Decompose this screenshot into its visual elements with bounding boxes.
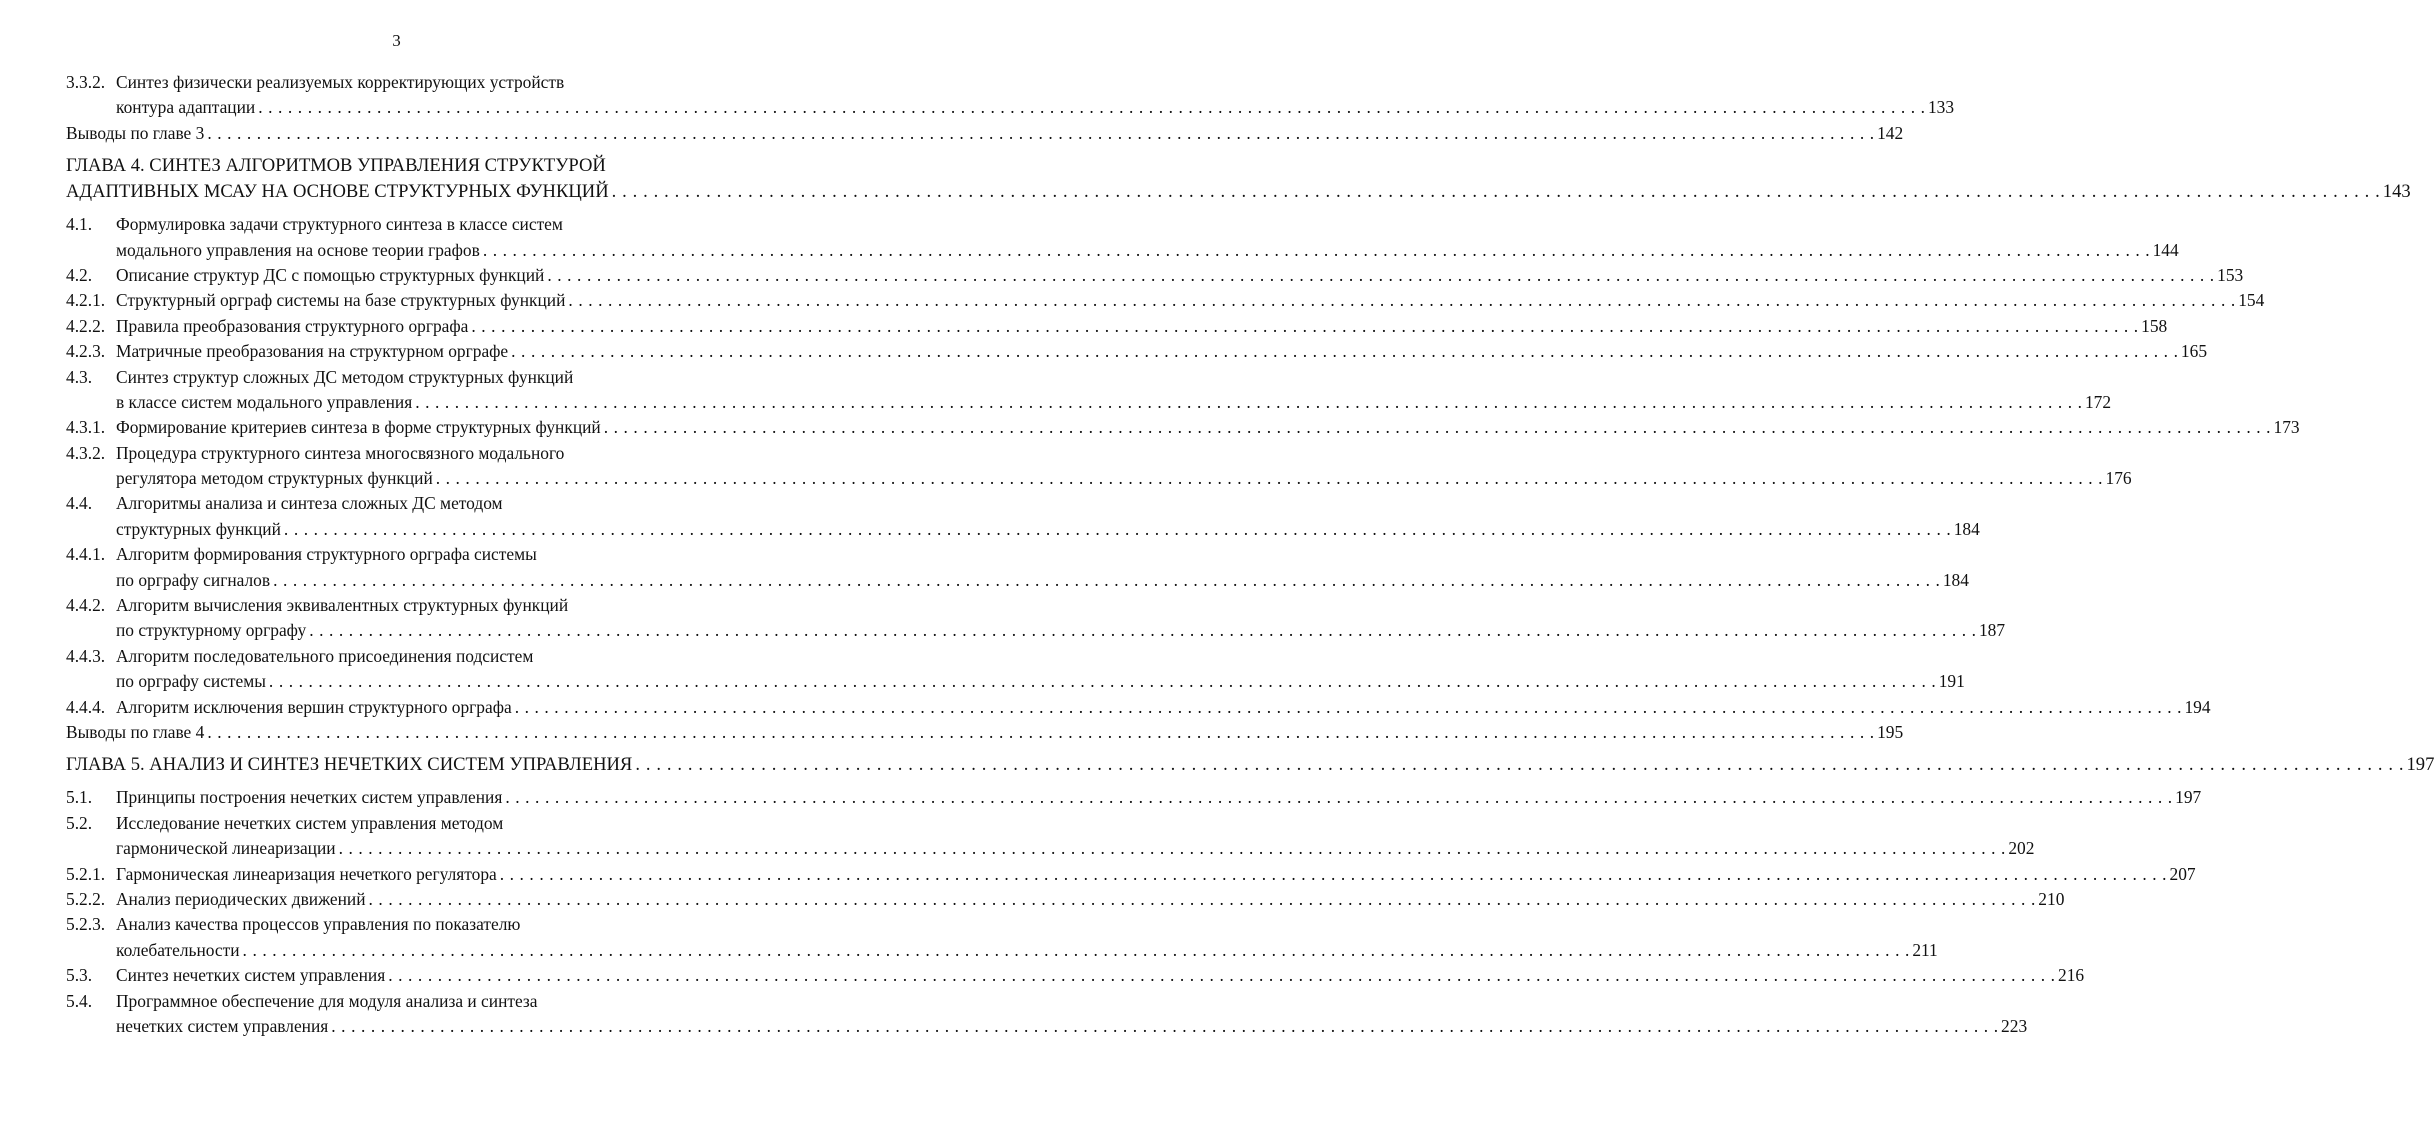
toc-entry: [66, 288, 2265, 313]
toc-page-number: 207: [2169, 863, 2196, 884]
toc-entry: [66, 491, 1980, 542]
toc-entry-line: [66, 938, 1938, 963]
toc-entry-line: [66, 365, 710, 390]
page-number: 3: [392, 31, 401, 50]
toc-entry-line: [66, 644, 710, 669]
toc-entry: [66, 989, 2028, 1040]
toc-entry: [66, 720, 1904, 745]
toc-entry-number: 4.4.4.: [66, 696, 106, 717]
toc-entry-title: Правила преобразования структурного орграфа: [116, 315, 469, 336]
toc-entry: [66, 121, 1904, 146]
toc-entry-title: модального управления на основе теории графов: [116, 239, 480, 260]
dot-leader: [515, 695, 2182, 720]
toc-entry-line: [66, 836, 2035, 861]
toc-page-number: 194: [2184, 696, 2211, 717]
toc-entry-line: [66, 179, 2411, 205]
dot-leader: [483, 238, 2150, 263]
toc-entry-line: [66, 95, 1955, 120]
toc-entry: [66, 212, 2179, 263]
toc-entry-number: 5.1.: [66, 787, 93, 808]
toc-chapter-heading: [66, 153, 2411, 205]
toc-entry-title: Выводы по главе 3: [66, 122, 205, 143]
toc-entry-line: [66, 695, 2211, 720]
toc-entry-line: [66, 912, 710, 937]
dot-leader: [269, 669, 1936, 694]
dot-leader: [415, 390, 2082, 415]
toc-entry-title: Структурный орграф системы на базе структурных функций: [116, 290, 566, 311]
dot-leader: [568, 288, 2235, 313]
toc-page-number: 202: [2008, 838, 2035, 859]
toc-entry: [66, 912, 1938, 963]
toc-page-number: 176: [2105, 468, 2132, 489]
toc-entry-line: [66, 752, 2434, 778]
toc-page-number: 211: [1912, 939, 1938, 960]
toc-entry-title: Синтез нечетких систем управления: [116, 965, 386, 986]
toc-page-number: 195: [1877, 721, 1904, 742]
dot-leader: [604, 415, 2271, 440]
toc-entry-number: 4.3.1.: [66, 417, 106, 438]
toc-entry: [66, 963, 2085, 988]
toc-entry-title: Исследование нечетких систем управления методом: [116, 812, 504, 833]
toc-entry-title: контура адаптации: [116, 97, 256, 118]
toc-page-number: 144: [2152, 239, 2179, 260]
toc-entry-line: [66, 153, 710, 179]
toc-entry: [66, 542, 1969, 593]
toc-entry-title: Анализ качества процессов управления по показателю: [116, 914, 521, 935]
dot-leader: [511, 339, 2178, 364]
dot-leader: [243, 938, 1910, 963]
toc-entry: [66, 314, 2168, 339]
toc-entry-number: 5.2.3.: [66, 914, 106, 935]
dot-leader: [331, 1014, 1998, 1039]
toc-entry-line: [66, 989, 710, 1014]
toc-entry-line: [66, 785, 2202, 810]
toc-page-number: 187: [1978, 620, 2006, 641]
toc-entry-line: [66, 618, 2006, 643]
dot-leader: [500, 862, 2167, 887]
toc-entry-title: структурных функций: [116, 518, 281, 539]
toc-entry-line: [66, 70, 710, 95]
toc-entry-number: 4.4.3.: [66, 645, 106, 666]
toc-entry-title: в классе систем модального управления: [116, 391, 413, 412]
toc-entry-title: Алгоритм формирования структурного орграфа системы: [116, 544, 537, 565]
toc-entry: [66, 644, 1965, 695]
toc-entry: [66, 415, 2300, 440]
dot-leader: [339, 836, 2006, 861]
toc-entry-title: колебательности: [116, 939, 240, 960]
toc-entry-line: [66, 314, 2168, 339]
toc-page-number: 197: [2175, 787, 2202, 808]
dot-leader: [547, 263, 2214, 288]
toc-entry-number: 4.2.3.: [66, 341, 106, 362]
toc-entry-line: [66, 263, 2244, 288]
toc-entry-number: 5.3.: [66, 965, 93, 986]
toc-entry: [66, 365, 2112, 416]
toc-entry-number: 4.4.2.: [66, 595, 106, 616]
toc-entry-line: [66, 491, 710, 516]
toc-entry-line: [66, 593, 710, 618]
dot-leader: [612, 179, 2380, 205]
toc-page-number: 210: [2038, 888, 2065, 909]
dot-leader: [273, 568, 1940, 593]
toc-entry-line: [66, 669, 1965, 694]
toc-entry-title: нечетких систем управления: [116, 1015, 329, 1036]
toc-entry-number: 4.4.: [66, 493, 93, 514]
toc-entry-title: Выводы по главе 4: [66, 721, 205, 742]
dot-leader: [309, 618, 1976, 643]
toc-entry-title: Формулировка задачи структурного синтеза в классе систем: [116, 214, 563, 235]
dot-leader: [635, 752, 2403, 778]
toc-entry-line: [66, 811, 710, 836]
toc-entry: [66, 785, 2202, 810]
toc-page-number: 184: [1942, 569, 1969, 590]
toc-entry-title: Анализ периодических движений: [116, 888, 366, 909]
toc-entry-number: 4.3.2.: [66, 442, 106, 463]
toc-page-number: 158: [2141, 315, 2168, 336]
toc-entry-number: 4.4.1.: [66, 544, 106, 565]
toc-entry-line: [66, 212, 710, 237]
toc-entry-line: [66, 542, 710, 567]
toc-entry-line: [66, 441, 710, 466]
toc-entry: [66, 70, 1955, 121]
toc-entry-title: Алгоритм вычисления эквивалентных структурных функций: [116, 595, 569, 616]
toc-entry-title: АДАПТИВНЫХ МСАУ НА ОСНОВЕ СТРУКТУРНЫХ ФУНКЦИЙ: [66, 181, 609, 203]
toc-entry-number: 4.2.1.: [66, 290, 106, 311]
toc-entry: [66, 441, 2132, 492]
dot-leader: [284, 517, 1951, 542]
toc-entry-line: [66, 862, 2196, 887]
toc-entry: [66, 695, 2211, 720]
toc-page-number: 165: [2180, 341, 2208, 362]
toc-entry-number: 4.2.: [66, 264, 93, 285]
toc-entry-line: [66, 339, 2208, 364]
toc-entry-title: по орграфу сигналов: [116, 569, 271, 590]
dot-leader: [207, 121, 1874, 146]
toc-entry-title: ГЛАВА 5. АНАЛИЗ И СИНТЕЗ НЕЧЕТКИХ СИСТЕМ УПРАВЛЕНИЯ: [66, 754, 633, 776]
toc-entry-number: 3.3.2.: [66, 72, 106, 92]
toc-entry-line: [66, 288, 2265, 313]
toc-entry-title: Синтез физически реализуемых корректирующих устройств: [116, 72, 565, 92]
toc-entry-number: 4.2.2.: [66, 315, 106, 336]
toc-entry: [66, 862, 2196, 887]
toc-entry-title: по орграфу системы: [116, 671, 266, 692]
toc-entry-title: гармонической линеаризации: [116, 838, 336, 859]
toc-entry-title: Синтез структур сложных ДС методом структурных функций: [116, 366, 574, 387]
toc-entry-title: Описание структур ДС с помощью структурных функций: [116, 264, 545, 285]
toc-entry-line: [66, 568, 1969, 593]
dot-leader: [388, 963, 2055, 988]
toc-entry-title: ГЛАВА 4. СИНТЕЗ АЛГОРИТМОВ УПРАВЛЕНИЯ СТРУКТУРОЙ: [66, 155, 606, 177]
toc-entry-title: Алгоритм последовательного присоединения подсистем: [116, 645, 534, 666]
toc-page-number: 191: [1938, 671, 1965, 692]
toc-entry-number: 5.2.2.: [66, 888, 106, 909]
toc-page-number: 133: [1927, 97, 1955, 118]
toc-entry-title: Гармоническая линеаризация нечеткого регулятора: [116, 863, 497, 884]
dot-leader: [505, 785, 2172, 810]
toc-page-number: 173: [2273, 417, 2300, 438]
dot-leader: [436, 466, 2103, 491]
toc-page-number: 223: [2001, 1015, 2028, 1036]
toc-entry: [66, 263, 2244, 288]
toc-entry-number: 5.2.1.: [66, 863, 106, 884]
dot-leader: [258, 95, 1925, 120]
toc-page-number: 154: [2238, 290, 2265, 311]
toc-page-number: 172: [2084, 391, 2112, 412]
toc-entry-line: [66, 887, 2065, 912]
toc-entry-title: Принципы построения нечетких систем управления: [116, 787, 503, 808]
toc-page-number: 184: [1953, 518, 1980, 539]
table-of-contents: [66, 70, 2434, 1039]
toc-entry-line: [66, 466, 2132, 491]
dot-leader: [207, 720, 1874, 745]
toc-entry-title: Процедура структурного синтеза многосвязного модального: [116, 442, 565, 463]
toc-entry: [66, 593, 2006, 644]
toc-entry-title: по структурному орграфу: [116, 620, 307, 641]
toc-entry-number: 4.1.: [66, 214, 93, 235]
toc-entry-title: Алгоритмы анализа и синтеза сложных ДС методом: [116, 493, 503, 514]
toc-entry-line: [66, 415, 2300, 440]
toc-entry-number: 5.2.: [66, 812, 93, 833]
toc-page-number: 153: [2217, 264, 2244, 285]
toc-entry-line: [66, 121, 1904, 146]
toc-entry-title: регулятора методом структурных функций: [116, 468, 433, 489]
toc-entry: [66, 811, 2035, 862]
dot-leader: [471, 314, 2138, 339]
toc-entry-line: [66, 517, 1980, 542]
toc-entry-title: Формирование критериев синтеза в форме структурных функций: [116, 417, 601, 438]
toc-entry: [66, 887, 2065, 912]
toc-entry: [66, 339, 2208, 364]
toc-entry-line: [66, 1014, 2028, 1039]
toc-entry-line: [66, 238, 2179, 263]
toc-entry-title: Программное обеспечение для модуля анализа и синтеза: [116, 990, 538, 1011]
toc-entry-number: 4.3.: [66, 366, 93, 387]
toc-chapter-heading: [66, 752, 2434, 778]
toc-entry-number: 5.4.: [66, 990, 93, 1011]
dot-leader: [369, 887, 2036, 912]
toc-entry-title: Матричные преобразования на структурном орграфе: [116, 341, 509, 362]
toc-page-number: 142: [1877, 122, 1904, 143]
toc-entry-title: Алгоритм исключения вершин структурного орграфа: [116, 696, 512, 717]
toc-entry-line: [66, 963, 2085, 988]
toc-page-number: 197: [2406, 754, 2434, 776]
toc-page-number: 216: [2058, 965, 2085, 986]
toc-page-number: 143: [2382, 181, 2411, 203]
toc-entry-line: [66, 390, 2112, 415]
toc-entry-line: [66, 720, 1904, 745]
